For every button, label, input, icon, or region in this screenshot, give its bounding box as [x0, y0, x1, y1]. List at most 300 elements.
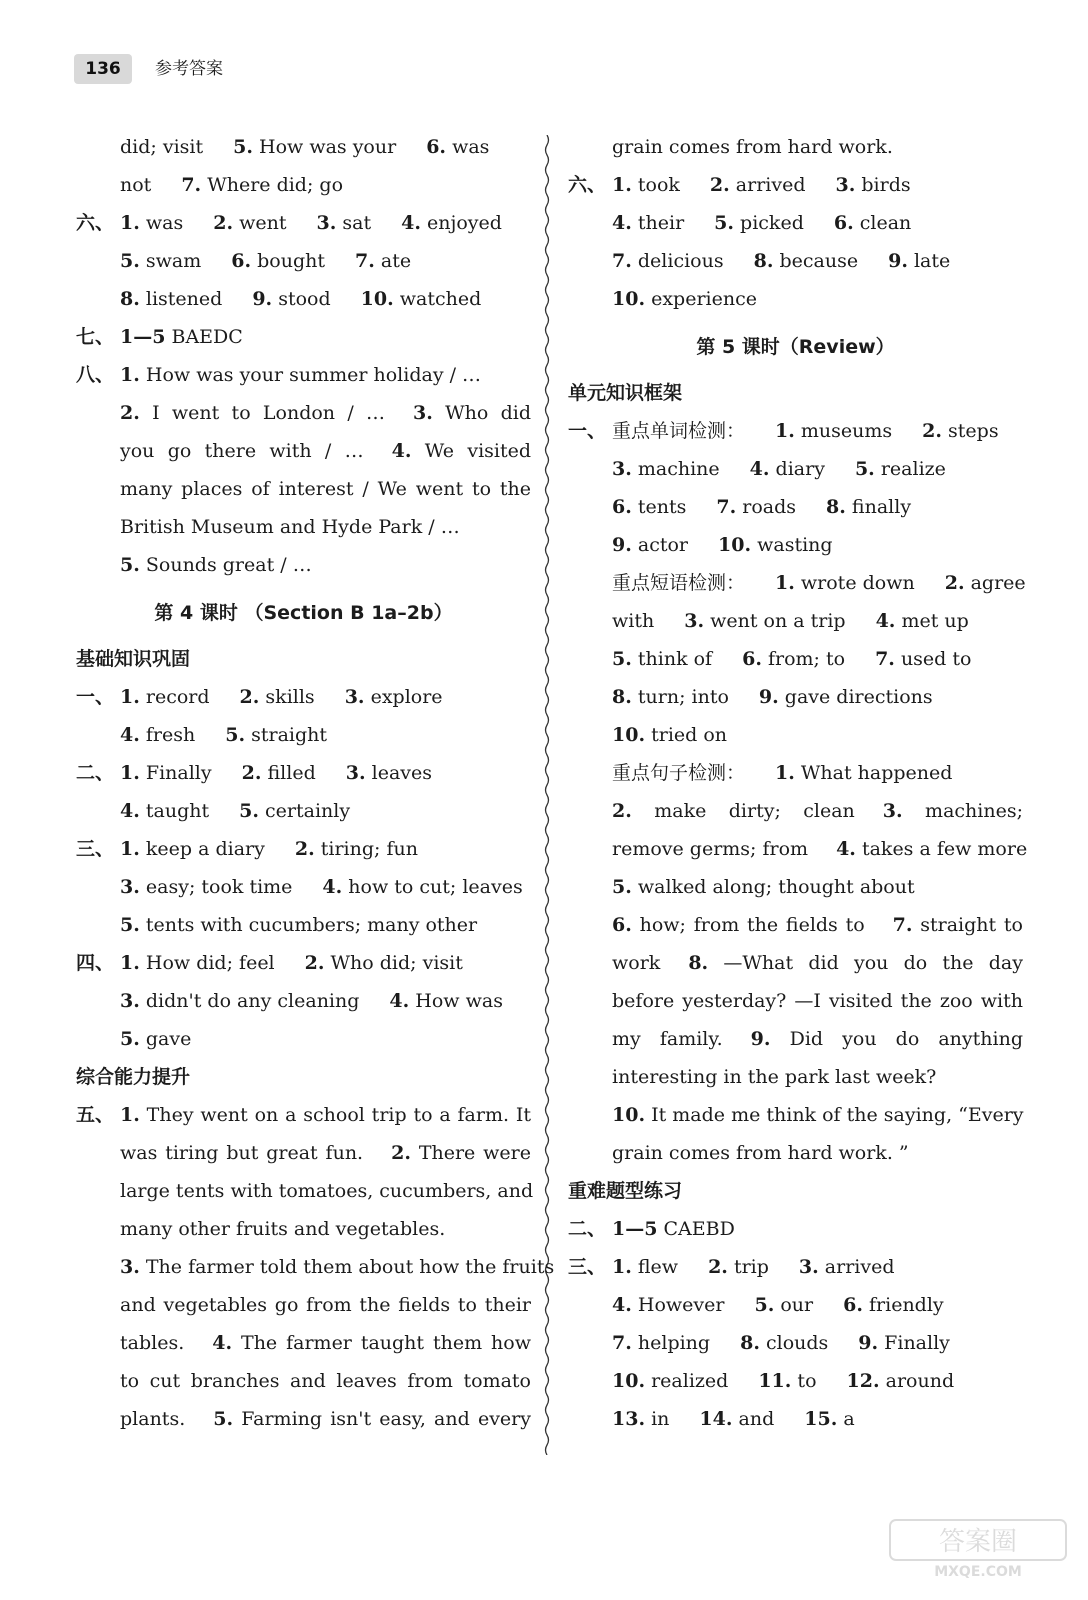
answer-item — [612, 990, 1023, 1012]
watermark-logo — [888, 1518, 1068, 1580]
answer-line — [568, 1286, 1023, 1324]
item-number: 2. — [213, 212, 234, 234]
item-text: helping — [631, 1332, 711, 1354]
answer-item — [120, 128, 203, 166]
item-text: Did you do anything — [770, 1028, 1023, 1050]
item-text: 重点单词检测： — [612, 420, 746, 442]
item-text: a — [837, 1408, 855, 1430]
answer-item — [714, 204, 804, 242]
item-text: with — [612, 610, 655, 632]
answer-item — [120, 1104, 531, 1126]
answer-item — [843, 1286, 944, 1324]
answer-item — [612, 1134, 909, 1172]
question-label: 三、 — [568, 1256, 607, 1278]
question-label: 二、 — [76, 762, 115, 784]
item-text: tiring; fun — [314, 838, 418, 860]
item-text: before yesterday? —I visited the zoo with — [612, 990, 1023, 1012]
answer-line — [76, 792, 531, 830]
answer-item — [888, 242, 950, 280]
item-text: picked — [734, 212, 804, 234]
answer-line — [568, 792, 1023, 830]
item-text: realized — [645, 1370, 729, 1392]
item-number: 2. — [241, 762, 262, 784]
answer-line — [568, 868, 1023, 906]
item-text: Farming isn't easy, and every — [233, 1408, 531, 1430]
item-number: 4. — [749, 458, 770, 480]
question-label: 五、 — [76, 1104, 115, 1126]
item-number: 3. — [798, 1256, 819, 1278]
answer-line — [568, 450, 1023, 488]
item-number: 4. — [875, 610, 896, 632]
item-text: clean — [853, 212, 912, 234]
item-text: They went on a school trip to a farm. It — [139, 1104, 531, 1126]
question-label: 七、 — [76, 326, 115, 348]
answer-block — [568, 412, 1028, 1172]
question-label: 三、 — [76, 838, 115, 860]
answer-line — [76, 1362, 531, 1400]
item-text: how; from the fields to — [631, 914, 865, 936]
answer-item — [120, 318, 243, 356]
item-number: 9. — [750, 1028, 771, 1050]
item-number: 1. — [612, 174, 632, 196]
item-text: BAEDC — [165, 326, 243, 348]
answer-line — [76, 508, 531, 546]
answer-item — [242, 754, 316, 792]
answer-item — [120, 716, 195, 754]
item-number: 14. — [699, 1408, 733, 1430]
answer-item — [804, 1400, 854, 1438]
item-text: explore — [364, 686, 443, 708]
item-number: 7. — [716, 496, 737, 518]
answer-item — [612, 242, 724, 280]
item-number: 1. — [120, 838, 140, 860]
answer-item — [120, 1332, 184, 1354]
question-label: 二、 — [568, 1218, 607, 1240]
answer-item — [120, 280, 222, 318]
lesson-4-title: 第 4 课时 （Section B 1a–2b） — [154, 602, 453, 624]
item-text: realize — [874, 458, 946, 480]
item-number: 4. — [836, 838, 856, 860]
answer-item — [346, 754, 432, 792]
answer-item — [120, 1370, 531, 1392]
item-number: 2. — [239, 686, 260, 708]
item-number: 6. — [612, 914, 632, 936]
item-text: met up — [895, 610, 969, 632]
item-number: 5. — [120, 554, 140, 576]
item-text: wrote down — [794, 572, 915, 594]
item-number: 5. — [225, 724, 246, 746]
answer-line — [76, 1324, 531, 1362]
answer-item — [834, 204, 911, 242]
answer-line — [76, 868, 531, 906]
right-column — [568, 128, 1028, 1438]
item-number: 1. — [775, 572, 795, 594]
item-number: 1. — [120, 762, 140, 784]
answer-item — [612, 412, 745, 450]
answer-item — [826, 488, 911, 526]
item-text: arrived — [818, 1256, 895, 1278]
answer-item — [612, 800, 855, 822]
answer-item — [120, 166, 151, 204]
item-number: 2. — [709, 174, 730, 196]
answer-line — [76, 432, 531, 470]
item-number: 4. — [120, 800, 140, 822]
item-number: 7. — [612, 1332, 632, 1354]
answer-line — [568, 944, 1023, 982]
item-number: 5. — [612, 876, 632, 898]
item-text: enjoyed — [420, 212, 502, 234]
answer-item — [836, 166, 911, 204]
item-text: in — [645, 1408, 670, 1430]
item-text: British Museum and Hyde Park / … — [120, 516, 460, 538]
item-number: 9. — [758, 686, 779, 708]
item-text: takes a few more — [855, 838, 1028, 860]
item-text: actor — [631, 534, 689, 556]
item-text: grain comes from hard work. ” — [612, 1142, 909, 1164]
item-text: many places of interest / We went to the — [120, 478, 531, 500]
item-text: The farmer told them about how the fruits — [139, 1256, 555, 1278]
item-number: 2. — [391, 1142, 411, 1164]
answer-item — [612, 1248, 678, 1286]
answer-item — [612, 716, 727, 754]
answer-line — [76, 546, 531, 584]
item-number: 7. — [892, 914, 913, 936]
answer-item — [876, 602, 969, 640]
item-number: 3. — [882, 800, 903, 822]
answer-item — [775, 564, 915, 602]
answer-item — [120, 356, 481, 394]
item-text: our — [774, 1294, 814, 1316]
answer-item — [612, 1058, 936, 1096]
answer-item — [120, 944, 275, 982]
item-number: 2. — [120, 402, 140, 424]
item-number: 7. — [181, 174, 202, 196]
answer-line — [76, 394, 531, 432]
item-text: roads — [736, 496, 797, 518]
item-number: 4. — [322, 876, 343, 898]
svg-text:MXQE.COM: MXQE.COM — [934, 1564, 1022, 1580]
answer-item — [751, 1028, 1023, 1050]
section-heading-hard: 重难题型练习 — [568, 1180, 683, 1202]
answer-item — [612, 1400, 669, 1438]
answer-item — [401, 204, 502, 242]
item-number: 8. — [120, 288, 140, 310]
item-text: fresh — [139, 724, 196, 746]
answer-item — [252, 280, 330, 318]
answer-item — [875, 640, 971, 678]
answer-block — [76, 1096, 555, 1438]
answer-item — [213, 204, 286, 242]
item-text: skills — [259, 686, 315, 708]
item-number: 11. — [758, 1370, 792, 1392]
answer-line — [568, 412, 1023, 450]
item-text: was — [446, 136, 490, 158]
item-text: from; to — [761, 648, 846, 670]
item-text: friendly — [862, 1294, 944, 1316]
item-number: 1—5 — [120, 326, 166, 348]
item-text: listened — [139, 288, 223, 310]
answer-item — [233, 128, 396, 166]
item-text: Finally — [878, 1332, 950, 1354]
answer-item — [612, 754, 745, 792]
answer-item — [120, 830, 265, 868]
answer-item — [893, 914, 1023, 936]
answer-item — [120, 982, 359, 1020]
item-number: 1. — [120, 952, 140, 974]
item-text: took — [631, 174, 680, 196]
answer-item — [612, 1210, 735, 1248]
item-number: 1. — [775, 762, 795, 784]
item-number: 5. — [120, 1028, 140, 1050]
answer-item — [239, 792, 350, 830]
item-number: 3. — [120, 990, 140, 1012]
item-number: 6. — [742, 648, 762, 670]
answer-item — [345, 678, 443, 716]
question-label: 六、 — [76, 212, 115, 234]
answer-item — [120, 906, 477, 944]
item-number: 10. — [612, 288, 646, 310]
item-text: stood — [272, 288, 331, 310]
answer-line — [76, 754, 531, 792]
item-number: 8. — [688, 952, 709, 974]
answer-item — [775, 754, 952, 792]
item-number: 7. — [612, 250, 632, 272]
question-label: 四、 — [76, 952, 115, 974]
answer-line — [76, 318, 531, 356]
item-number: 5. — [213, 1408, 234, 1430]
item-number: 2. — [294, 838, 315, 860]
answer-item — [225, 716, 327, 754]
item-number: 3. — [120, 1256, 140, 1278]
item-number: 6. — [833, 212, 854, 234]
answer-item — [799, 1248, 895, 1286]
item-number: 2. — [944, 572, 965, 594]
item-text: clouds — [759, 1332, 829, 1354]
answer-item — [612, 1362, 728, 1400]
item-number: 4. — [391, 440, 412, 462]
answer-item — [684, 602, 845, 640]
item-text: Where did; go — [201, 174, 344, 196]
item-text: straight — [245, 724, 328, 746]
item-number: 9. — [252, 288, 273, 310]
item-text: experience — [645, 288, 757, 310]
item-number: 9. — [612, 534, 632, 556]
answer-item — [120, 204, 183, 242]
item-number: 1—5 — [612, 1218, 658, 1240]
answer-item — [858, 1324, 950, 1362]
answer-item — [120, 1210, 445, 1248]
item-text: steps — [942, 420, 999, 442]
item-number: 1. — [120, 1104, 140, 1126]
answer-line — [568, 488, 1023, 526]
answer-item — [775, 412, 892, 450]
item-number: 3. — [316, 212, 337, 234]
item-number: 4. — [120, 724, 140, 746]
question-label: 一、 — [568, 420, 607, 442]
item-text: went on a trip — [704, 610, 846, 632]
answer-line — [568, 526, 1023, 564]
item-number: 5. — [714, 212, 735, 234]
answer-item — [120, 440, 364, 462]
item-text: We visited — [411, 440, 532, 462]
item-number: 5. — [120, 914, 140, 936]
item-text: didn't do any cleaning — [139, 990, 360, 1012]
answer-line — [76, 1134, 531, 1172]
item-number: 4. — [389, 990, 410, 1012]
item-text: How was your — [252, 136, 397, 158]
answer-line — [76, 242, 531, 280]
item-number: 1. — [120, 212, 140, 234]
answer-item — [922, 412, 998, 450]
answer-line — [76, 204, 531, 242]
answer-item — [120, 242, 201, 280]
question-label: 八、 — [76, 364, 115, 386]
answer-line — [568, 564, 1026, 602]
answer-item — [413, 402, 531, 424]
item-text: diary — [769, 458, 825, 480]
item-text: How was your summer holiday / … — [139, 364, 482, 386]
item-number: 7. — [875, 648, 895, 670]
item-text: walked along; thought about — [631, 876, 915, 898]
answer-item — [759, 678, 933, 716]
item-number: 3. — [612, 458, 632, 480]
answer-line — [76, 1096, 531, 1134]
answer-item — [688, 952, 1023, 974]
item-text: leaves — [365, 762, 432, 784]
item-number: 2. — [612, 800, 632, 822]
item-text: filled — [261, 762, 316, 784]
answer-item — [389, 982, 503, 1020]
item-number: 8. — [826, 496, 846, 518]
answer-item — [612, 640, 712, 678]
item-number: 3. — [344, 686, 365, 708]
section-heading-ability: 综合能力提升 — [76, 1066, 191, 1088]
answer-line — [76, 470, 531, 508]
item-text: The farmer taught them how — [232, 1332, 531, 1354]
answer-line — [76, 1210, 531, 1248]
item-number: 8. — [740, 1332, 760, 1354]
item-text: There were — [410, 1142, 531, 1164]
item-number: 4. — [612, 1294, 632, 1316]
answer-line — [76, 128, 531, 166]
answer-line — [76, 678, 531, 716]
item-number: 5. — [754, 1294, 775, 1316]
item-number: 6. — [231, 250, 252, 272]
answer-line — [568, 1058, 1023, 1096]
answer-item — [612, 952, 660, 974]
answer-line — [76, 1400, 531, 1438]
answer-item — [212, 1332, 531, 1354]
answer-line — [568, 242, 1023, 280]
item-text: did; visit — [120, 136, 204, 158]
item-text: watched — [393, 288, 482, 310]
item-number: 10. — [360, 288, 394, 310]
item-text: How was — [409, 990, 503, 1012]
item-text: to cut branches and leaves from tomato — [120, 1370, 531, 1392]
answer-item — [612, 1286, 724, 1324]
svg-text:答案圈: 答案圈 — [938, 1527, 1018, 1557]
item-number: 3. — [120, 876, 140, 898]
answer-item — [612, 280, 757, 318]
question-label: 六、 — [568, 174, 607, 196]
item-text: to — [791, 1370, 817, 1392]
item-text: birds — [855, 174, 911, 196]
answer-line — [568, 1400, 1023, 1438]
item-number: 15. — [804, 1408, 838, 1430]
item-text: machine — [631, 458, 720, 480]
section-heading-unit: 单元知识框架 — [568, 382, 683, 404]
item-number: 1. — [775, 420, 795, 442]
answer-line — [76, 716, 531, 754]
item-text: However — [631, 1294, 725, 1316]
item-number: 10. — [718, 534, 752, 556]
item-text: flew — [631, 1256, 679, 1278]
item-number: 12. — [846, 1370, 880, 1392]
answer-item — [754, 242, 859, 280]
answer-item — [295, 830, 418, 868]
answer-item — [612, 166, 680, 204]
item-text: It made me think of the saying, “Every — [645, 1104, 1024, 1126]
answer-block — [76, 128, 531, 584]
item-number: 4. — [401, 212, 421, 234]
page-number: 136 — [74, 54, 132, 84]
answer-item — [120, 1408, 185, 1430]
item-text: and — [732, 1408, 775, 1430]
item-text: think of — [631, 648, 713, 670]
answer-item — [392, 440, 531, 462]
answer-item — [855, 450, 946, 488]
answer-line — [568, 906, 1023, 944]
answer-item — [355, 242, 411, 280]
answer-item — [391, 1142, 531, 1164]
answer-line — [568, 1020, 1023, 1058]
item-text: work — [612, 952, 661, 974]
answer-block — [568, 128, 1023, 318]
answer-item — [120, 1256, 554, 1278]
item-text: went — [233, 212, 287, 234]
item-text: grain comes from hard work. — [612, 136, 893, 158]
answer-line — [568, 1210, 1023, 1248]
item-text: tents — [631, 496, 687, 518]
answer-line — [568, 640, 1023, 678]
item-text: and vegetables go from the fields to their — [120, 1294, 531, 1316]
answer-item — [120, 546, 312, 584]
item-text: certainly — [258, 800, 351, 822]
answer-item — [612, 838, 808, 860]
item-text: Sounds great / … — [139, 554, 312, 576]
item-number: 5. — [239, 800, 259, 822]
item-text: remove germs; from — [612, 838, 809, 860]
item-text: late — [907, 250, 951, 272]
item-text: delicious — [631, 250, 724, 272]
answer-item — [754, 1286, 813, 1324]
answer-item — [612, 128, 893, 166]
answer-item — [612, 1028, 723, 1050]
answer-item — [612, 914, 865, 936]
item-text: because — [773, 250, 859, 272]
answer-line — [568, 1324, 1023, 1362]
item-text: museums — [794, 420, 893, 442]
answer-item — [710, 166, 806, 204]
item-number: 5. — [120, 250, 140, 272]
answer-line — [76, 944, 531, 982]
item-text: Who did — [432, 402, 532, 424]
answer-item — [612, 868, 915, 906]
item-text: tables. — [120, 1332, 185, 1354]
item-number: 6. — [612, 496, 632, 518]
item-number: 4. — [612, 212, 632, 234]
item-text: easy; took time — [139, 876, 293, 898]
